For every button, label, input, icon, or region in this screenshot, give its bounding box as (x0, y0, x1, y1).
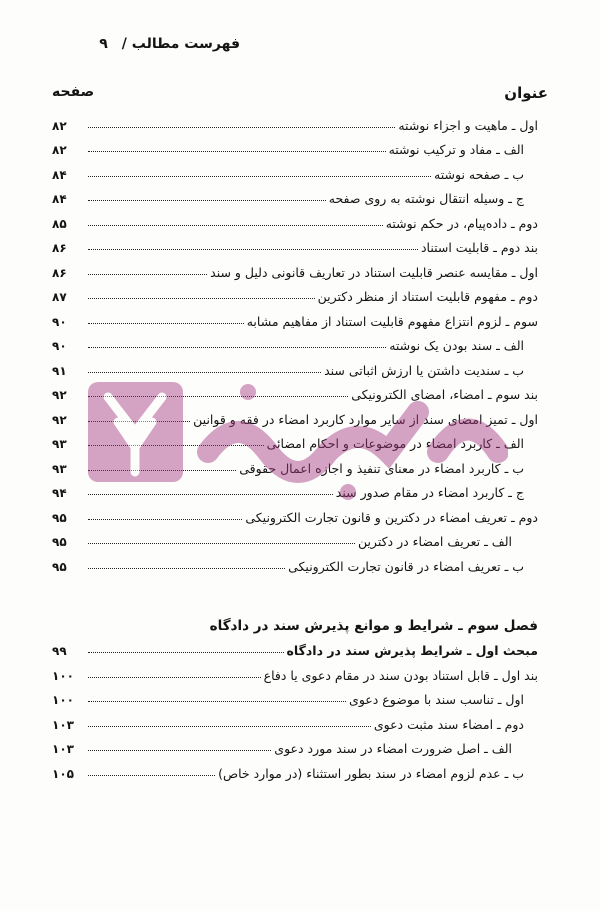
toc-entry-text: بند سوم ـ امضاء، امضای الکترونیکی (351, 387, 538, 402)
toc-entry-page: ۹۳ (52, 461, 67, 476)
toc-entry-text: اول ـ تمیز امضای سند از سایر موارد کاربرد امضاء در فقه و قوانین (193, 411, 538, 427)
dot-leader (88, 372, 321, 373)
toc-entry-text: الف ـ اصل ضرورت امضاء در سند مورد دعوی (274, 741, 512, 756)
toc-entry (52, 182, 538, 207)
dot-leader (88, 519, 242, 520)
dot-leader (88, 726, 371, 727)
dot-leader (88, 200, 326, 201)
toc-entry (52, 658, 538, 683)
dot-leader (88, 127, 395, 128)
toc-entry (52, 402, 538, 427)
dot-leader (88, 347, 386, 348)
dot-leader (88, 249, 418, 250)
toc-entry-text: ج ـ وسیله انتقال نوشته به روی صفحه (328, 191, 524, 206)
dot-leader (88, 543, 355, 544)
dot-leader (88, 750, 271, 751)
dot-leader (88, 421, 190, 422)
toc-entry (52, 500, 538, 525)
toc-entry (52, 707, 538, 732)
toc-entry (52, 549, 538, 574)
column-page-heading: صفحه (52, 84, 95, 100)
toc-entry-text: الف ـ سند بودن یک نوشته (389, 338, 524, 353)
dot-leader (88, 568, 285, 569)
dot-leader (88, 677, 261, 678)
toc-list (52, 108, 538, 781)
toc-entry-page: ۸۴ (52, 167, 67, 182)
toc-entry-page: ۹۹ (52, 644, 67, 658)
toc-entry-text: بند اول ـ قابل استناد بودن سند در مقام دعوی یا دفاع (263, 667, 538, 683)
toc-entry (52, 732, 538, 757)
toc-entry-page: ۹۱ (52, 363, 67, 378)
toc-entry-text: الف ـ کاربرد امضاء در موضوعات و احکام امضائی (266, 436, 524, 451)
toc-entry-page: ۸۲ (52, 143, 67, 157)
toc-entry (52, 476, 538, 501)
toc-entry (52, 108, 538, 133)
toc-entry (52, 634, 538, 659)
dot-leader (88, 445, 264, 446)
toc-entry-page: ۹۰ (52, 339, 67, 353)
toc-entry (52, 378, 538, 403)
dot-leader (88, 396, 348, 397)
column-headings (52, 84, 548, 106)
toc-entry (52, 683, 538, 708)
column-title-heading: عنوان (504, 84, 548, 102)
toc-entry-page: ۱۰۳ (52, 742, 74, 756)
toc-entry (52, 329, 538, 354)
toc-entry-text: الف ـ مفاد و ترکیب نوشته (388, 142, 524, 157)
toc-entry-page: ۹۵ (52, 535, 67, 549)
chapter-heading: فصل سوم ـ شرایط و موانع پذیرش سند در دادگاه (209, 617, 538, 634)
dot-leader (88, 652, 284, 653)
toc-entry-text: ب ـ کاربرد امضاء در معنای تنفیذ و اجازه اعمال حقوقی (239, 460, 524, 476)
running-head-title: فهرست مطالب / (121, 36, 240, 52)
dot-leader (88, 298, 315, 299)
toc-entry-page: ۱۰۰ (52, 668, 74, 683)
toc-entry-page: ۱۰۰ (52, 693, 74, 707)
toc-entry-text: اول ـ ماهیت و اجزاء نوشته (398, 117, 538, 133)
toc-entry-page: ۹۵ (52, 559, 67, 574)
toc-entry-page: ۹۰ (52, 314, 67, 329)
section-gap (52, 574, 538, 608)
toc-entry (52, 427, 538, 452)
toc-entry-text: الف ـ تعریف امضاء در دکترین (357, 534, 512, 549)
toc-entry (52, 255, 538, 280)
toc-entry-text: دوم ـ تعریف امضاء در دکترین و قانون تجارت الکترونیکی (245, 509, 538, 525)
toc-entry-text: ب ـ سندیت داشتن یا ارزش اثباتی سند (324, 362, 524, 378)
toc-entry (52, 756, 538, 781)
toc-entry-page: ۱۰۳ (52, 717, 74, 732)
toc-entry-page: ۸۵ (52, 216, 67, 231)
dot-leader (88, 470, 236, 471)
toc-entry-text: سوم ـ لزوم انتزاع مفهوم قابلیت استناد از مفاهیم مشابه (246, 313, 538, 329)
toc-entry-text: بند دوم ـ قابلیت استناد (420, 240, 538, 255)
dot-leader (88, 225, 383, 226)
toc-entry-text: ب ـ تعریف امضاء در قانون تجارت الکترونیکی (288, 558, 524, 574)
toc-entry-page: ۹۲ (52, 412, 67, 427)
toc-entry-text: دوم ـ داده‌پیام، در حکم نوشته (385, 215, 538, 231)
toc-entry-page: ۸۴ (52, 192, 67, 206)
toc-entry-text: ج ـ کاربرد امضاء در مقام صدور سند (335, 485, 524, 500)
running-head (60, 36, 240, 52)
dot-leader (88, 176, 431, 177)
toc-entry-page: ۱۰۵ (52, 766, 74, 781)
toc-entry-text: دوم ـ مفهوم قابلیت استناد از منظر دکترین (317, 289, 538, 304)
toc-entry (52, 525, 538, 550)
toc-entry (52, 280, 538, 305)
toc-entry-text: دوم ـ امضاء سند مثبت دعوی (373, 716, 524, 732)
dot-leader (88, 323, 244, 324)
toc-entry (52, 304, 538, 329)
toc-entry (52, 157, 538, 182)
toc-entry-page: ۹۲ (52, 388, 67, 402)
dot-leader (88, 151, 386, 152)
toc-entry (52, 451, 538, 476)
dot-leader (88, 494, 333, 495)
toc-entry (52, 206, 538, 231)
toc-entry-text: اول ـ مقایسه عنصر قابلیت استناد در تعاریف قانونی دلیل و سند (210, 264, 538, 280)
toc-entry-text: ب ـ عدم لزوم امضاء در سند بطور استثناء (در موارد خاص) (218, 765, 524, 781)
toc-entry (52, 231, 538, 256)
toc-entry-page: ۸۲ (52, 118, 67, 133)
toc-entry-page: ۸۷ (52, 290, 67, 304)
toc-entry-page: ۸۶ (52, 241, 67, 255)
toc-entry (52, 133, 538, 158)
dot-leader (88, 274, 207, 275)
toc-entry-page: ۹۵ (52, 510, 67, 525)
dot-leader (88, 701, 346, 702)
toc-entry (52, 353, 538, 378)
toc-entry-text: اول ـ تناسب سند با موضوع دعوی (349, 692, 524, 707)
toc-entry-page: ۸۶ (52, 265, 67, 280)
page-number: ۹ (99, 36, 108, 52)
toc-entry-text: ب ـ صفحه نوشته (434, 166, 524, 182)
dot-leader (88, 775, 215, 776)
toc-entry-text: مبحث اول ـ شرایط پذیرش سند در دادگاه (286, 643, 538, 658)
toc-entry-page: ۹۴ (52, 486, 67, 500)
toc-entry-page: ۹۳ (52, 437, 67, 451)
